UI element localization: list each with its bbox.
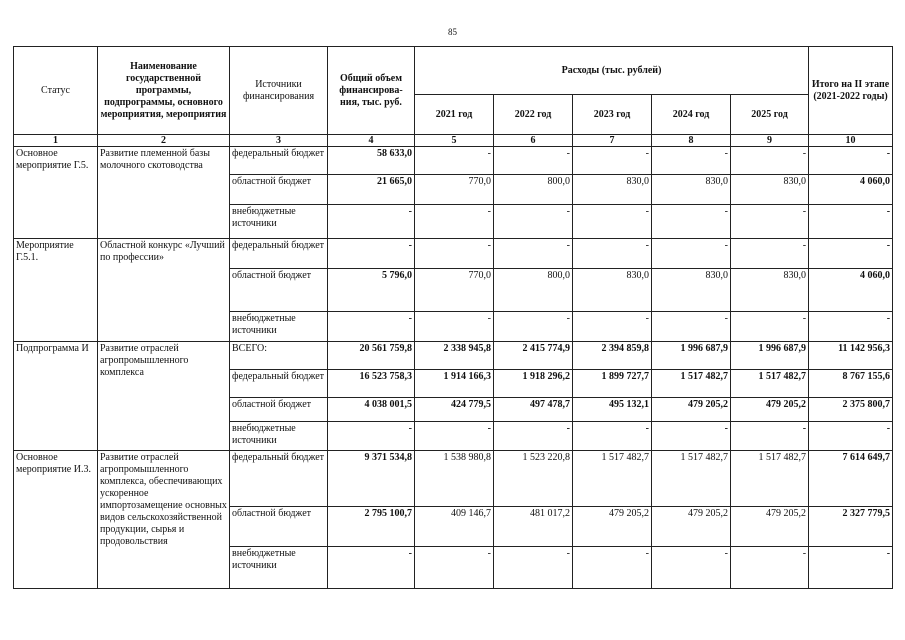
itogo-cell: 7 614 649,7 [809, 451, 893, 507]
year-value-cell: - [494, 422, 573, 451]
funding-source-cell: внебюджетные источники [230, 312, 328, 342]
year-value-cell: 2 338 945,8 [415, 342, 494, 370]
total-cell: 9 371 534,8 [328, 451, 415, 507]
year-value-cell: - [494, 147, 573, 175]
total-cell: - [328, 422, 415, 451]
year-value-cell: 479 205,2 [652, 398, 731, 422]
header-year: 2023 год [573, 95, 652, 135]
year-value-cell: - [573, 205, 652, 239]
header-year: 2021 год [415, 95, 494, 135]
total-cell: 2 795 100,7 [328, 507, 415, 547]
year-value-cell: 497 478,7 [494, 398, 573, 422]
column-number: 10 [809, 135, 893, 147]
itogo-cell: 2 327 779,5 [809, 507, 893, 547]
year-value-cell: 830,0 [731, 175, 809, 205]
year-value-cell: - [652, 547, 731, 589]
total-cell: 4 038 001,5 [328, 398, 415, 422]
funding-source-cell: ВСЕГО: [230, 342, 328, 370]
year-value-cell: - [652, 239, 731, 269]
year-value-cell: 800,0 [494, 175, 573, 205]
total-cell: 21 665,0 [328, 175, 415, 205]
header-itogo: Итого на II этапе (2021-2022 годы) [809, 47, 893, 135]
year-value-cell: - [731, 547, 809, 589]
year-value-cell: - [731, 422, 809, 451]
column-number: 4 [328, 135, 415, 147]
header-name: Наименование государственной программы, подпрограммы, основного мероприятия, мероприятия [98, 47, 230, 135]
year-value-cell: 1 899 727,7 [573, 370, 652, 398]
funding-source-cell: областной бюджет [230, 175, 328, 205]
year-value-cell: 1 996 687,9 [731, 342, 809, 370]
funding-source-cell: внебюджетные источники [230, 205, 328, 239]
year-value-cell: 830,0 [573, 269, 652, 312]
year-value-cell: 479 205,2 [652, 507, 731, 547]
year-value-cell: - [652, 422, 731, 451]
total-cell: 58 633,0 [328, 147, 415, 175]
itogo-cell: - [809, 147, 893, 175]
program-name-cell: Развитие племенной базы молочного скотоводства [98, 147, 230, 239]
year-value-cell: 830,0 [573, 175, 652, 205]
column-number: 5 [415, 135, 494, 147]
funding-source-cell: федеральный бюджет [230, 147, 328, 175]
year-value-cell: 1 517 482,7 [573, 451, 652, 507]
year-value-cell: - [415, 147, 494, 175]
year-value-cell: 1 914 166,3 [415, 370, 494, 398]
year-value-cell: - [494, 205, 573, 239]
header-total: Общий объем финансирова-ния, тыс. руб. [328, 47, 415, 135]
year-value-cell: - [731, 239, 809, 269]
program-name-cell: Развитие отраслей агропромышленного комплекса, обеспечивающих ускоренное импортозамещение основных видов сельскохозяйственной продукции, сырья и продовольствия [98, 451, 230, 589]
header-status: Статус [14, 47, 98, 135]
column-number: 9 [731, 135, 809, 147]
year-value-cell: - [415, 205, 494, 239]
year-value-cell: - [415, 547, 494, 589]
year-value-cell: - [652, 205, 731, 239]
year-value-cell: 830,0 [652, 175, 731, 205]
year-value-cell: 1 918 296,2 [494, 370, 573, 398]
year-value-cell: - [494, 547, 573, 589]
itogo-cell: 11 142 956,3 [809, 342, 893, 370]
year-value-cell: - [573, 547, 652, 589]
year-value-cell: - [415, 422, 494, 451]
itogo-cell: - [809, 239, 893, 269]
itogo-cell: - [809, 205, 893, 239]
year-value-cell: 1 538 980,8 [415, 451, 494, 507]
year-value-cell: 770,0 [415, 175, 494, 205]
column-number: 1 [14, 135, 98, 147]
header-expenses: Расходы (тыс. рублей) [415, 47, 809, 95]
status-cell: Подпрограмма И [14, 342, 98, 451]
itogo-cell: 4 060,0 [809, 269, 893, 312]
column-number: 7 [573, 135, 652, 147]
page-number: 85 [448, 27, 457, 37]
year-value-cell: - [731, 312, 809, 342]
itogo-cell: 4 060,0 [809, 175, 893, 205]
year-value-cell: 830,0 [652, 269, 731, 312]
itogo-cell: - [809, 547, 893, 589]
itogo-cell: 8 767 155,6 [809, 370, 893, 398]
year-value-cell: 495 132,1 [573, 398, 652, 422]
status-cell: Мероприятие Г.5.1. [14, 239, 98, 342]
itogo-cell: 2 375 800,7 [809, 398, 893, 422]
year-value-cell: 830,0 [731, 269, 809, 312]
year-value-cell: - [573, 312, 652, 342]
column-number: 3 [230, 135, 328, 147]
table-row [14, 239, 893, 269]
funding-source-cell: областной бюджет [230, 398, 328, 422]
header-year: 2025 год [731, 95, 809, 135]
year-value-cell: 1 523 220,8 [494, 451, 573, 507]
status-cell: Основное мероприятие И.3. [14, 451, 98, 589]
table-row [14, 342, 893, 370]
program-name-cell: Областной конкурс «Лучший по профессии» [98, 239, 230, 342]
header-year: 2024 год [652, 95, 731, 135]
year-value-cell: 2 394 859,8 [573, 342, 652, 370]
year-value-cell: - [652, 147, 731, 175]
year-value-cell: - [731, 147, 809, 175]
year-value-cell: - [494, 239, 573, 269]
year-value-cell: 1 517 482,7 [731, 451, 809, 507]
year-value-cell: - [415, 239, 494, 269]
total-cell: - [328, 312, 415, 342]
program-name-cell: Развитие отраслей агропромышленного комплекса [98, 342, 230, 451]
header-year: 2022 год [494, 95, 573, 135]
itogo-cell: - [809, 422, 893, 451]
total-cell: - [328, 205, 415, 239]
funding-source-cell: федеральный бюджет [230, 370, 328, 398]
year-value-cell: 479 205,2 [731, 507, 809, 547]
status-cell: Основное мероприятие Г.5. [14, 147, 98, 239]
column-number: 8 [652, 135, 731, 147]
total-cell: 16 523 758,3 [328, 370, 415, 398]
year-value-cell: - [573, 239, 652, 269]
budget-table [13, 46, 893, 589]
total-cell: - [328, 239, 415, 269]
funding-source-cell: внебюджетные источники [230, 422, 328, 451]
year-value-cell: 1 517 482,7 [652, 451, 731, 507]
funding-source-cell: внебюджетные источники [230, 547, 328, 589]
year-value-cell: 800,0 [494, 269, 573, 312]
funding-source-cell: федеральный бюджет [230, 451, 328, 507]
column-number: 2 [98, 135, 230, 147]
year-value-cell: 1 517 482,7 [731, 370, 809, 398]
year-value-cell: 481 017,2 [494, 507, 573, 547]
year-value-cell: 409 146,7 [415, 507, 494, 547]
total-cell: 20 561 759,8 [328, 342, 415, 370]
itogo-cell: - [809, 312, 893, 342]
year-value-cell: 770,0 [415, 269, 494, 312]
year-value-cell: 479 205,2 [731, 398, 809, 422]
column-numbers-row [14, 135, 893, 147]
funding-source-cell: областной бюджет [230, 269, 328, 312]
year-value-cell: - [573, 147, 652, 175]
total-cell: - [328, 547, 415, 589]
column-number: 6 [494, 135, 573, 147]
year-value-cell: - [573, 422, 652, 451]
year-value-cell: 1 517 482,7 [652, 370, 731, 398]
year-value-cell: - [731, 205, 809, 239]
year-value-cell: 2 415 774,9 [494, 342, 573, 370]
year-value-cell: - [494, 312, 573, 342]
year-value-cell: 479 205,2 [573, 507, 652, 547]
funding-source-cell: областной бюджет [230, 507, 328, 547]
year-value-cell: 1 996 687,9 [652, 342, 731, 370]
total-cell: 5 796,0 [328, 269, 415, 312]
funding-source-cell: федеральный бюджет [230, 239, 328, 269]
year-value-cell: 424 779,5 [415, 398, 494, 422]
year-value-cell: - [652, 312, 731, 342]
table-row [14, 147, 893, 175]
header-sources: Источники финансирования [230, 47, 328, 135]
year-value-cell: - [415, 312, 494, 342]
table-row [14, 451, 893, 507]
